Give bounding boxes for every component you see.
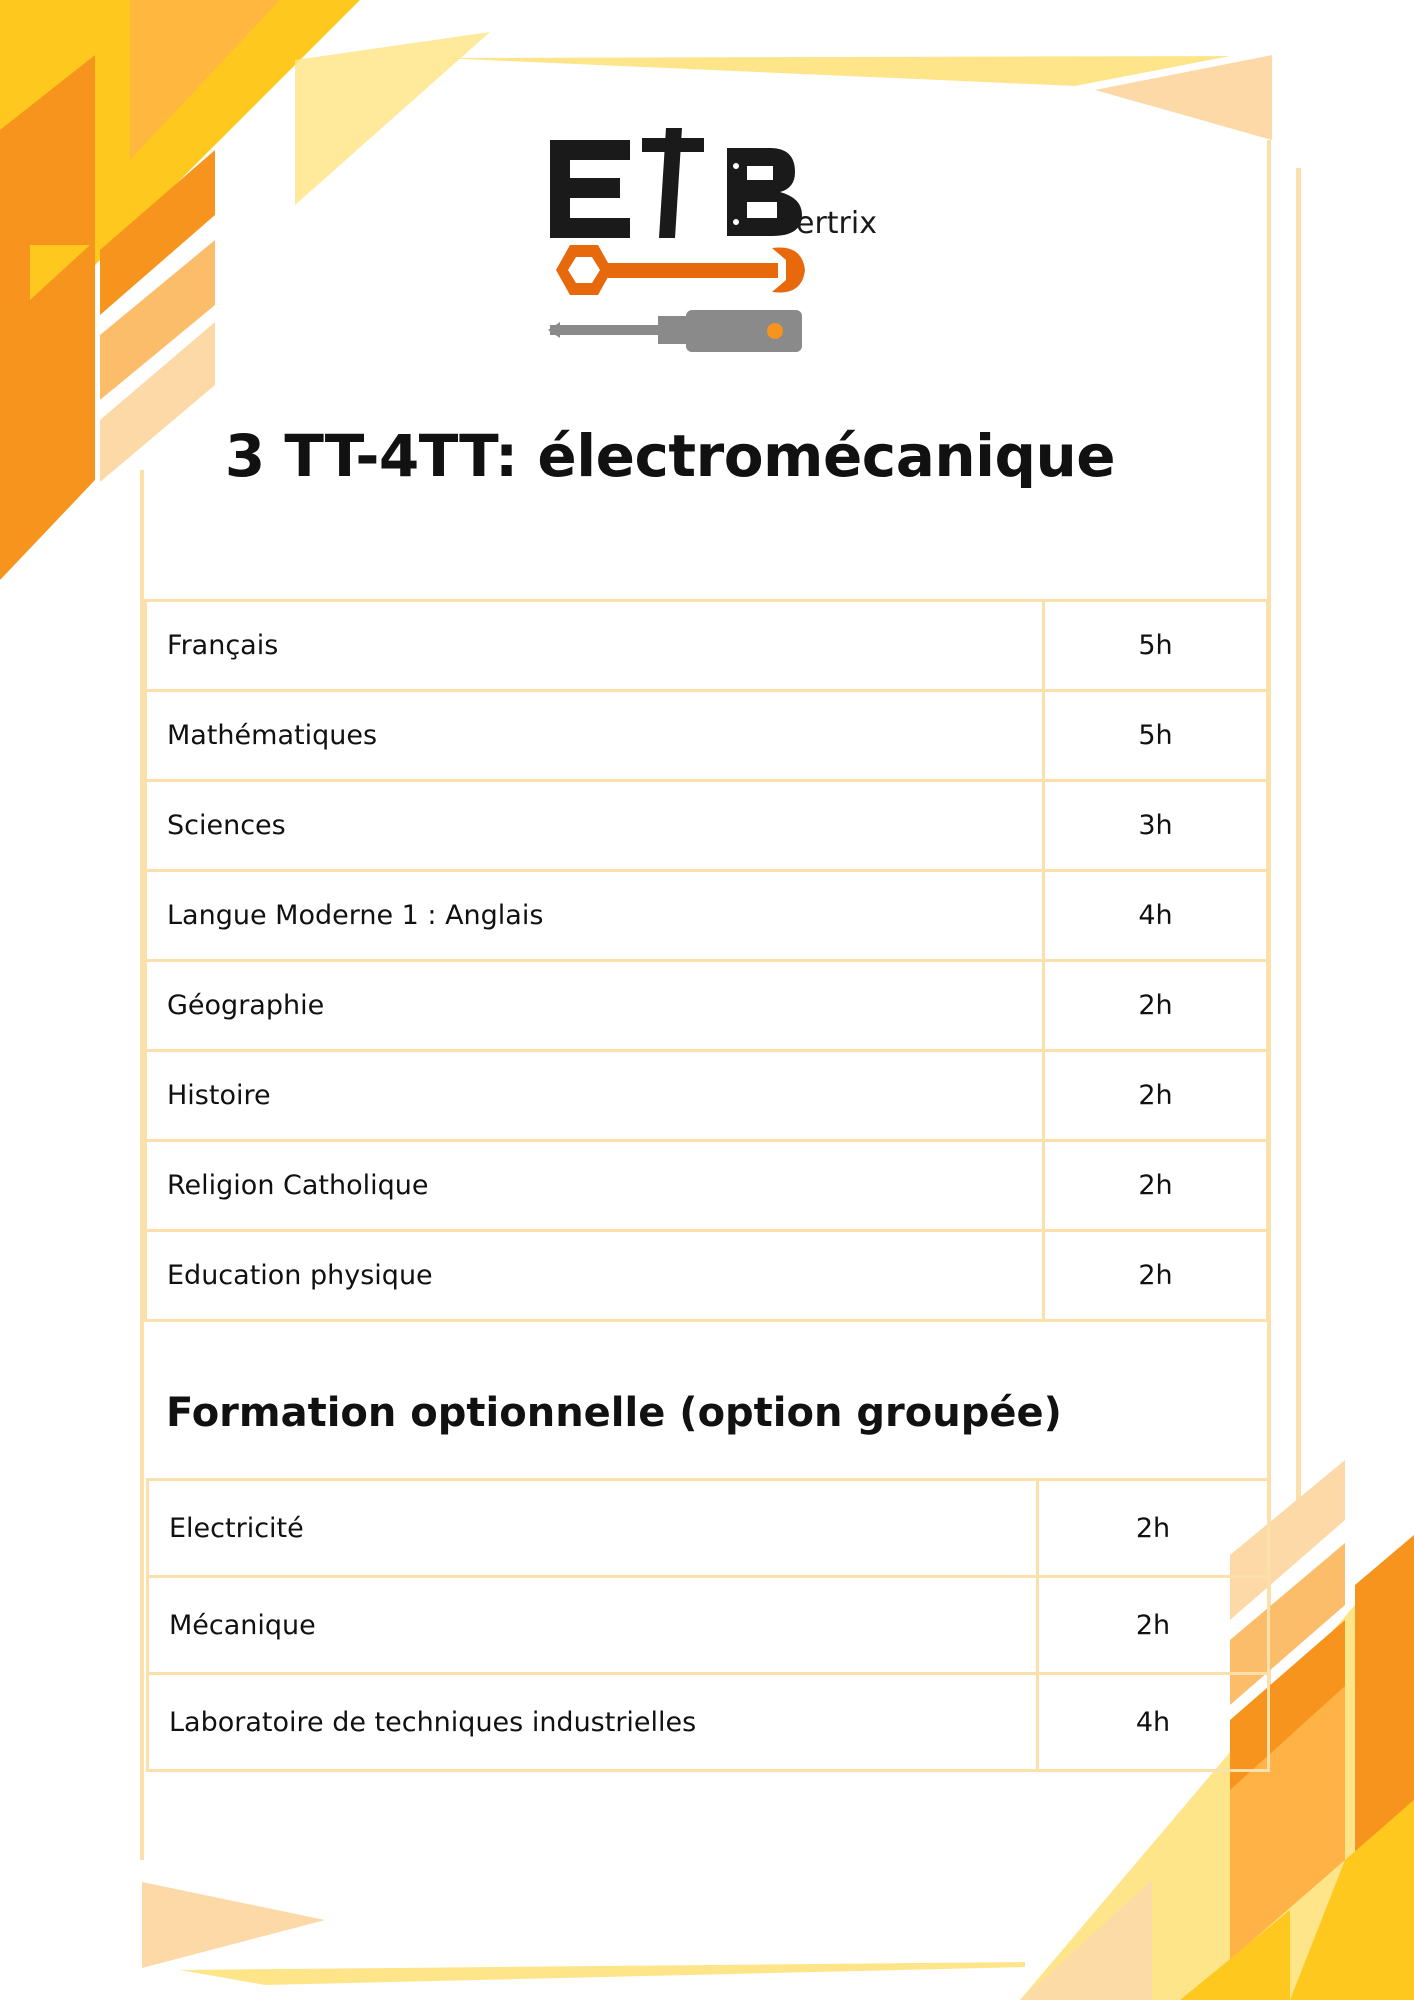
subject-cell: Histoire [146, 1051, 1044, 1141]
hours-cell: 3h [1044, 781, 1268, 871]
hours-cell: 4h [1044, 871, 1268, 961]
table-row [148, 1577, 1269, 1674]
hours-cell: 4h [1038, 1674, 1269, 1771]
hours-cell: 2h [1044, 1141, 1268, 1231]
table-row [146, 781, 1268, 871]
table-row [146, 961, 1268, 1051]
subject-cell: Laboratoire de techniques industrielles [148, 1674, 1038, 1771]
subject-cell: Langue Moderne 1 : Anglais [146, 871, 1044, 961]
subject-cell: Mécanique [148, 1577, 1038, 1674]
table-row [146, 1141, 1268, 1231]
table-row [146, 1231, 1268, 1321]
hours-cell: 2h [1044, 961, 1268, 1051]
hours-cell: 2h [1038, 1480, 1269, 1577]
subject-cell: Français [146, 601, 1044, 691]
school-logo [540, 120, 880, 360]
hours-cell: 2h [1044, 1051, 1268, 1141]
table-row [146, 601, 1268, 691]
wrench-icon [556, 245, 805, 295]
table-row [146, 1051, 1268, 1141]
subject-cell: Religion Catholique [146, 1141, 1044, 1231]
subject-cell: Electricité [148, 1480, 1038, 1577]
logo-letter-b [727, 148, 802, 236]
hours-cell: 2h [1044, 1231, 1268, 1321]
table-row [148, 1674, 1269, 1771]
hours-cell: 2h [1038, 1577, 1269, 1674]
main-courses-table [144, 599, 1269, 1322]
table-row [148, 1480, 1269, 1577]
optional-courses-table [146, 1478, 1270, 1772]
logo-letter-e [550, 140, 630, 238]
subject-cell: Sciences [146, 781, 1044, 871]
screwdriver-icon [548, 310, 802, 352]
logo-suffix: ertrix [796, 206, 877, 241]
hours-cell: 5h [1044, 691, 1268, 781]
subject-cell: Mathématiques [146, 691, 1044, 781]
logo-letter-t [642, 128, 704, 238]
table-row [146, 691, 1268, 781]
page-title: 3 TT-4TT: électromécanique [224, 422, 1116, 490]
subject-cell: Géographie [146, 961, 1044, 1051]
subject-cell: Education physique [146, 1231, 1044, 1321]
table-row [146, 871, 1268, 961]
optional-section-heading: Formation optionnelle (option groupée) [166, 1390, 1062, 1436]
hours-cell: 5h [1044, 601, 1268, 691]
